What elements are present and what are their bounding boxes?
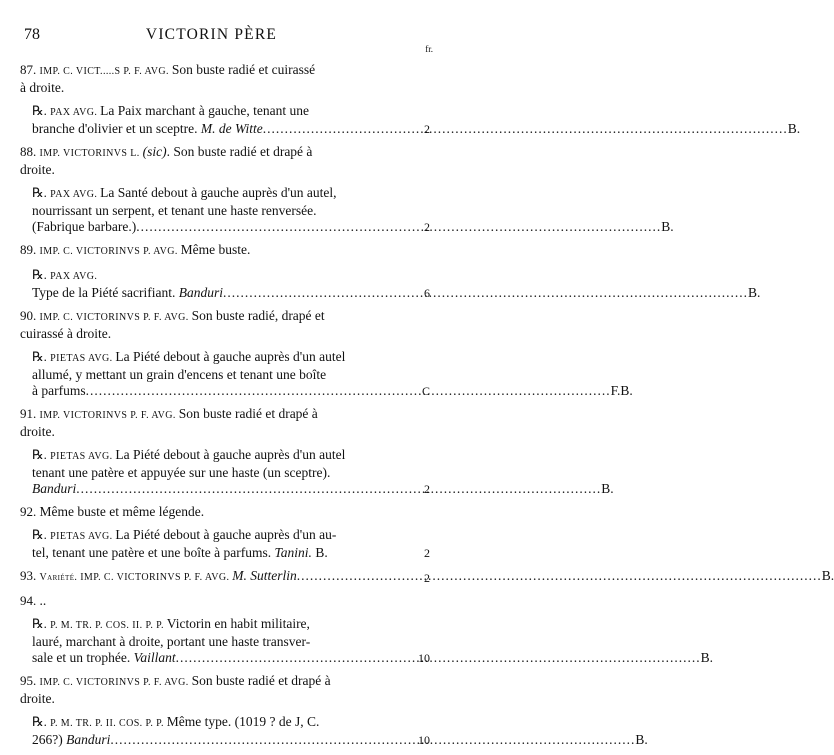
coin-legend: P. M. TR. P. COS. II. P. P. xyxy=(50,620,167,631)
entry-line xyxy=(20,62,392,80)
entry-line xyxy=(20,673,392,691)
catalog-entry xyxy=(20,103,801,137)
description-text: La Piété debout à gauche auprès d'un au- xyxy=(115,527,337,542)
entry-number: ℞. xyxy=(32,267,51,282)
entry-line xyxy=(32,465,392,481)
description-text: à droite. xyxy=(20,80,65,95)
rarity-value: 10 xyxy=(418,651,430,665)
entry-line xyxy=(20,162,392,178)
description-text: Victorin en habit militaire, xyxy=(166,616,310,631)
entry-number: ℞. xyxy=(32,714,51,729)
entry-line xyxy=(20,568,834,586)
page-number: 78 xyxy=(24,26,40,43)
corner-mark: fr. xyxy=(425,44,433,54)
description-text: Son buste radié et drapé à xyxy=(191,673,331,688)
entry-number: 91. xyxy=(20,406,40,421)
description-text: La Piété debout à gauche auprès d'un autel xyxy=(115,349,346,364)
italic-note: (sic) xyxy=(142,144,167,159)
citation-author: M. de Witte xyxy=(200,121,263,136)
catalog-entry xyxy=(20,527,430,561)
citation-author: M. Sutterlin xyxy=(232,568,297,583)
citation-author: Banduri xyxy=(66,732,111,747)
entry-line xyxy=(32,219,674,235)
description-text: La Piété debout à gauche auprès d'un autel xyxy=(115,447,346,462)
leader-dots xyxy=(223,285,748,300)
citation-author: Banduri xyxy=(32,481,77,496)
leader-dots xyxy=(86,383,611,398)
description-text: branche d'olivier et un sceptre. xyxy=(32,121,201,136)
catalog-entry xyxy=(20,144,392,178)
entry-number: ℞. xyxy=(32,447,51,462)
description-text: Même buste. xyxy=(180,242,251,257)
entry-line xyxy=(32,285,761,301)
coin-legend: IMP. C. VICTORINVS P. F. AVG. xyxy=(39,677,192,688)
entry-line xyxy=(20,308,392,326)
catalog-entry xyxy=(20,504,392,520)
entry-line xyxy=(20,326,392,342)
collection-ref: B. xyxy=(787,121,801,136)
entry-number: 94. xyxy=(20,593,40,608)
description-text: sale et un trophée. xyxy=(32,650,134,665)
rarity-value: 2 xyxy=(424,546,430,560)
description-text: La Santé debout à gauche auprès d'un autel, xyxy=(100,185,337,200)
leader-dots xyxy=(297,568,822,583)
entry-line xyxy=(32,121,801,137)
entry-number: 90. xyxy=(20,308,40,323)
description-text: . Son buste radié et drapé à xyxy=(166,144,313,159)
catalog-entry xyxy=(20,62,392,96)
leader-dots xyxy=(263,121,788,136)
citation-author: Banduri xyxy=(178,285,224,300)
collection-ref: B. xyxy=(748,285,761,300)
entry-line xyxy=(32,447,392,465)
description-text: (Fabrique barbare.) xyxy=(32,219,137,234)
citation-author: Tanini. xyxy=(274,545,312,560)
leader-dots xyxy=(136,219,661,234)
rarity-value: 6 xyxy=(424,286,430,300)
catalog-entry xyxy=(20,714,648,748)
page-header xyxy=(24,26,433,54)
description-text: cuirassé à droite. xyxy=(20,326,112,341)
rarity-value: 10 xyxy=(418,733,430,747)
description-text: .. xyxy=(39,593,47,608)
rarity-value: 2 xyxy=(424,220,430,234)
catalog-entry xyxy=(20,242,392,260)
entry-line xyxy=(32,103,392,121)
entry-line xyxy=(32,185,392,203)
catalog-entry xyxy=(20,185,674,235)
coin-legend: IMP. VICTORINVS P. F. AVG. xyxy=(39,410,179,421)
coin-legend: IMP. VICTORINVS L. xyxy=(39,148,143,159)
coin-legend: IMP. C. VICTORINVS P. F. AVG. xyxy=(39,312,192,323)
description-text: Même type. (1019 ? de J, C. xyxy=(166,714,320,729)
entry-number: 95. xyxy=(20,673,40,688)
rarity-value: 2 xyxy=(424,571,430,585)
description-text: droite. xyxy=(20,691,55,706)
entry-number: 93. xyxy=(20,568,40,583)
coin-legend: P. M. TR. P. II. COS. P. P. xyxy=(50,718,167,729)
description-text: tel, tenant une patère et une boîte à parfums. xyxy=(32,545,275,560)
catalog-entry xyxy=(20,267,761,301)
entry-line xyxy=(32,714,392,732)
description-text: nourrissant un serpent, et tenant une haste renversée. xyxy=(32,203,317,218)
description-text: à parfums xyxy=(32,383,86,398)
catalog-entry xyxy=(20,673,392,707)
coin-legend: PIETAS AVG. xyxy=(50,531,116,542)
collection-ref: B. xyxy=(700,650,713,665)
catalog-entry xyxy=(20,349,633,399)
collection-ref: B. xyxy=(601,481,614,496)
collection-ref: B. xyxy=(821,568,834,583)
entry-line xyxy=(32,383,633,399)
description-text: allumé, y mettant un grain d'encens et tenant une boîte xyxy=(32,367,327,382)
entry-line xyxy=(32,527,392,545)
entry-number: 89. xyxy=(20,242,40,257)
coin-legend: Variété. IMP. C. VICTORINVS P. F. AVG. xyxy=(39,572,233,583)
catalog-entry xyxy=(20,568,834,586)
entry-line xyxy=(32,545,392,561)
catalog-entry xyxy=(20,593,392,609)
entry-line xyxy=(32,267,392,285)
entry-number: 88. xyxy=(20,144,40,159)
description-text: Même buste et même légende. xyxy=(39,504,205,519)
entry-number: ℞. xyxy=(32,103,51,118)
entry-number: ℞. xyxy=(32,616,51,631)
rarity-value: 2 xyxy=(424,122,430,136)
entry-line xyxy=(32,349,392,367)
collection-ref: B. xyxy=(661,219,674,234)
catalog-entry xyxy=(20,308,392,342)
description-text: Son buste radié et cuirassé xyxy=(171,62,316,77)
entry-line xyxy=(32,367,392,383)
rarity-value: 2 xyxy=(424,482,430,496)
description-text: La Paix marchant à gauche, tenant une xyxy=(100,103,309,118)
entry-number: ℞. xyxy=(32,349,51,364)
description-text: droite. xyxy=(20,424,55,439)
coin-legend: PAX AVG. xyxy=(50,271,98,282)
citation-author: Vaillant xyxy=(133,650,176,665)
entry-line xyxy=(20,593,392,609)
catalog-entry xyxy=(20,447,614,497)
leader-dots xyxy=(76,481,601,496)
entry-number: ℞. xyxy=(32,185,51,200)
entry-line xyxy=(20,144,392,162)
description-text: Son buste radié, drapé et xyxy=(191,308,325,323)
entry-line xyxy=(20,406,392,424)
entry-number: 92. xyxy=(20,504,40,519)
entry-line xyxy=(32,203,392,219)
entry-number: ℞. xyxy=(32,527,51,542)
entry-line xyxy=(32,481,614,497)
description-text: tenant une patère et appuyée sur une haste (un sceptre). xyxy=(32,465,331,480)
entry-line xyxy=(32,616,392,634)
collection-ref: B. xyxy=(635,732,648,747)
description-text: lauré, marchant à droite, portant une haste transver- xyxy=(32,634,311,649)
running-title: VICTORIN PÈRE xyxy=(145,26,278,43)
coin-legend: PAX AVG. xyxy=(50,107,101,118)
entry-number: 87. xyxy=(20,62,40,77)
coin-legend: PAX AVG. xyxy=(50,189,101,200)
entry-line xyxy=(20,691,392,707)
rarity-value: C xyxy=(421,384,430,398)
coin-legend: IMP. C. VICTORINVS P. AVG. xyxy=(39,246,181,257)
coin-legend: IMP. C. VICT.....S P. F. AVG. xyxy=(39,66,172,77)
coin-legend: PIETAS AVG. xyxy=(50,451,116,462)
leader-dots xyxy=(176,650,701,665)
description-text: Type de la Piété sacrifiant. xyxy=(32,285,179,300)
entry-line xyxy=(20,80,392,96)
description-text: Son buste radié et drapé à xyxy=(178,406,318,421)
description-text: droite. xyxy=(20,162,55,177)
entry-line xyxy=(20,504,392,520)
entry-line xyxy=(32,634,392,650)
catalog-entry xyxy=(20,406,392,440)
catalog-entries xyxy=(20,62,834,755)
description-text: 266?) xyxy=(32,732,67,747)
coin-legend: PIETAS AVG. xyxy=(50,353,116,364)
leader-dots xyxy=(110,732,635,747)
collection-ref: B. xyxy=(311,545,328,560)
collection-ref: F.B. xyxy=(610,383,633,398)
entry-line xyxy=(20,242,392,260)
entry-line xyxy=(20,424,392,440)
catalog-entry xyxy=(20,616,713,666)
